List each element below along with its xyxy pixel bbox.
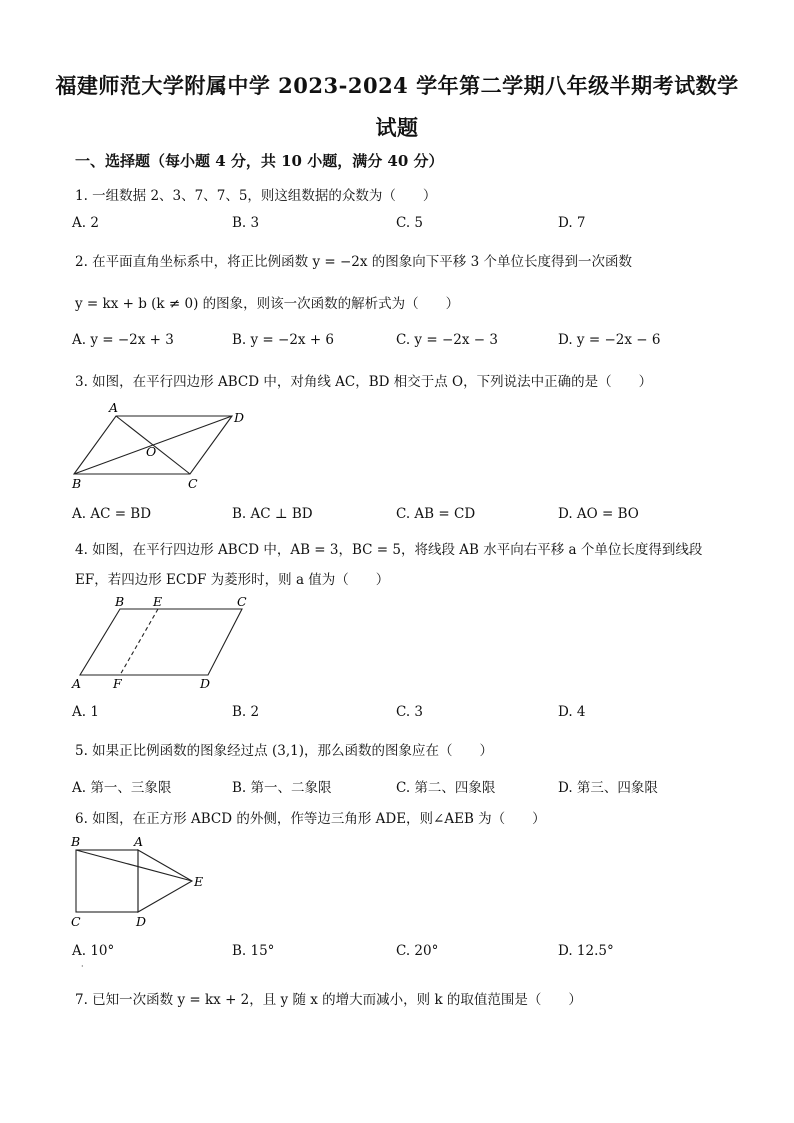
q3-option-d[interactable]: D. AO = BO bbox=[558, 506, 639, 522]
label-d: D bbox=[136, 914, 147, 929]
triangle-ade bbox=[138, 850, 192, 912]
segment-be bbox=[76, 850, 192, 881]
parallelogram-diagonals-figure bbox=[68, 398, 258, 493]
label-d: D bbox=[200, 676, 211, 691]
question-5-stem: 5. 如果正比例函数的图象经过点 (3,1)，那么函数的图象应在（ ） bbox=[75, 743, 493, 759]
label-a: A bbox=[72, 676, 82, 691]
section-heading: 一、选择题（每小题 4 分，共 10 小题，满分 40 分） bbox=[75, 152, 444, 170]
q4-option-b[interactable]: B. 2 bbox=[232, 704, 260, 720]
label-c: C bbox=[188, 476, 198, 491]
label-b: B bbox=[71, 834, 81, 849]
q2-option-c[interactable]: C. y = −2x − 3 bbox=[396, 332, 498, 348]
q4-option-a[interactable]: A. 1 bbox=[72, 704, 99, 720]
question-4-options bbox=[72, 704, 772, 724]
label-c: C bbox=[237, 594, 247, 609]
question-4-stem-line1: 4. 如图，在平行四边形 ABCD 中，AB = 3，BC = 5，将线段 AB 水平向右平移 a 个单位长度得到线段 bbox=[75, 542, 703, 558]
q3-option-c[interactable]: C. AB = CD bbox=[396, 506, 476, 522]
label-a: A bbox=[134, 834, 144, 849]
label-e: E bbox=[194, 874, 204, 889]
question-6-stem: 6. 如图，在正方形 ABCD 的外侧，作等边三角形 ADE，则∠AEB 为（ ） bbox=[75, 811, 546, 827]
q6-option-b[interactable]: B. 15° bbox=[232, 943, 275, 959]
label-b: B bbox=[72, 476, 82, 491]
q3-option-a[interactable]: A. AC = BD bbox=[72, 506, 152, 522]
q6-option-a[interactable]: A. 10° bbox=[72, 943, 115, 959]
q6-option-d[interactable]: D. 12.5° bbox=[558, 943, 614, 959]
exam-title-line1: 福建师范大学附属中学 2023-2024 学年第二学期八年级半期考试数学 bbox=[55, 73, 739, 98]
parallelogram-translation-figure bbox=[68, 592, 268, 692]
label-c: C bbox=[71, 914, 81, 929]
label-o: O bbox=[146, 444, 157, 459]
label-e: E bbox=[153, 594, 163, 609]
q2-option-d[interactable]: D. y = −2x − 6 bbox=[558, 332, 661, 348]
stray-dot: · bbox=[81, 962, 84, 971]
q2-option-a[interactable]: A. y = −2x + 3 bbox=[72, 332, 174, 348]
q1-option-d[interactable]: D. 7 bbox=[558, 215, 586, 231]
q3-option-b[interactable]: B. AC ⊥ BD bbox=[232, 506, 313, 522]
question-4-stem-line2: EF，若四边形 ECDF 为菱形时，则 a 值为（ ） bbox=[75, 572, 390, 588]
q4-option-d[interactable]: D. 4 bbox=[558, 704, 586, 720]
q5-option-d[interactable]: D. 第三、四象限 bbox=[558, 780, 658, 796]
label-d: D bbox=[234, 410, 245, 425]
segment-ef-dashed bbox=[120, 609, 158, 675]
question-2-options bbox=[72, 332, 772, 352]
label-b: B bbox=[115, 594, 125, 609]
question-2-stem-line1: 2. 在平面直角坐标系中，将正比例函数 y = −2x 的图象向下平移 3 个单位长度得到一次函数 bbox=[75, 254, 632, 270]
label-a: A bbox=[109, 400, 119, 415]
question-5-options bbox=[72, 776, 772, 796]
q5-option-a[interactable]: A. 第一、三象限 bbox=[72, 780, 172, 796]
parallelogram-abcd bbox=[80, 609, 242, 675]
label-f: F bbox=[113, 676, 122, 691]
q1-option-c[interactable]: C. 5 bbox=[396, 215, 424, 231]
q5-option-b[interactable]: B. 第一、二象限 bbox=[232, 780, 332, 796]
q1-option-b[interactable]: B. 3 bbox=[232, 215, 260, 231]
q1-option-a[interactable]: A. 2 bbox=[72, 215, 99, 231]
q5-option-c[interactable]: C. 第二、四象限 bbox=[396, 780, 496, 796]
q2-option-b[interactable]: B. y = −2x + 6 bbox=[232, 332, 335, 348]
question-3-stem: 3. 如图，在平行四边形 ABCD 中，对角线 AC，BD 相交于点 O，下列说法中正确的是（ ） bbox=[75, 374, 653, 390]
question-2-stem-line2: y = kx + b (k ≠ 0) 的图象，则该一次函数的解析式为（ ） bbox=[75, 296, 460, 312]
square-abcd bbox=[76, 850, 138, 912]
question-6-options bbox=[72, 943, 772, 963]
question-1-options bbox=[72, 215, 772, 235]
question-7-stem: 7. 已知一次函数 y = kx + 2，且 y 随 x 的增大而减小，则 k 的取值范围是（ ） bbox=[75, 992, 582, 1008]
exam-title-line2: 试题 bbox=[375, 115, 419, 140]
question-1-stem: 1. 一组数据 2、3、7、7、5，则这组数据的众数为（ ） bbox=[75, 188, 437, 204]
square-triangle-figure bbox=[66, 832, 216, 932]
q4-option-c[interactable]: C. 3 bbox=[396, 704, 424, 720]
q6-option-c[interactable]: C. 20° bbox=[396, 943, 439, 959]
question-3-options bbox=[72, 506, 772, 526]
